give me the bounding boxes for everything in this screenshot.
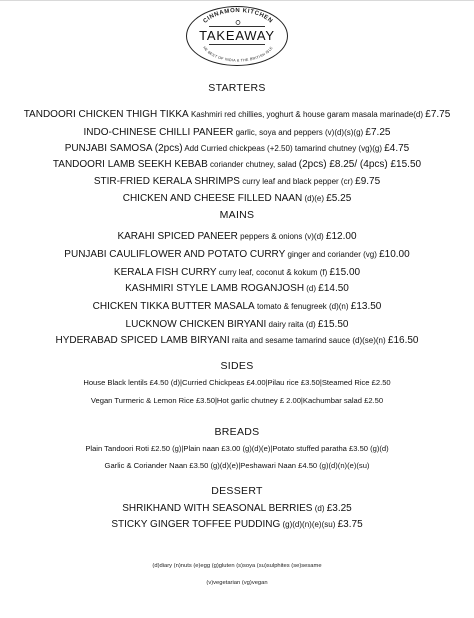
dish-name: STIR-FRIED KERALA SHRIMPS [93, 176, 240, 187]
dish-name: CHICKEN TIKKA BUTTER MASALA [92, 301, 255, 312]
menu-item [0, 188, 474, 206]
dish-description: ginger and coriander (vg) [285, 250, 380, 259]
dish-price: £16.50 [387, 335, 419, 346]
dish-description: tomato & fenugreek (d)(n) [254, 302, 351, 311]
breads-line: Garlic & Coriander Naan £3.50 (g)(d)(e)|Peshawari Naan £4.50 (g)(d)(n)(e)(su) [104, 461, 370, 470]
logo-emblem-icon [236, 21, 240, 25]
dish-price: (2pcs) £8.25/ (4pcs) £15.50 [298, 159, 422, 170]
menu-item [0, 154, 474, 172]
dish-name: CHICKEN AND CHEESE FILLED NAAN [122, 193, 303, 204]
dish-price: £14.50 [318, 283, 349, 294]
breads-line: Plain Tandoori Roti £2.50 (g)|Plain naan £3.00 (g)(d)(e)|Potato stuffed paratha £3.50 (g)(d) [85, 444, 389, 453]
dish-name: PUNJABI SAMOSA (2pcs) [64, 143, 183, 154]
dish-description: Kashmiri red chillies, yoghurt & house garam masala marinade(d) [188, 110, 426, 119]
dish-description: (d) [304, 284, 319, 293]
dish-name: TANDOORI CHICKEN THIGH TIKKA [23, 109, 189, 120]
dish-name: HYDERABAD SPICED LAMB BIRYANI [55, 335, 230, 346]
dish-price: £7.25 [365, 127, 391, 138]
menu-item [0, 226, 474, 244]
menu-item [0, 244, 474, 262]
logo-brand-text: CINNAMON KITCHEN [202, 7, 274, 25]
cinnamon-kitchen-logo [186, 6, 288, 66]
dish-name: KASHMIRI STYLE LAMB ROGANJOSH [125, 283, 305, 294]
menu-item [0, 296, 474, 314]
dish-description: dairy raita (d) [266, 320, 318, 329]
dish-name: INDO-CHINESE CHILLI PANEER [83, 127, 234, 138]
breads-heading: BREADS [214, 426, 260, 438]
dish-price: £15.50 [317, 319, 349, 330]
dish-price: £9.75 [355, 176, 381, 187]
dish-description: curry leaf and black pepper (cr) [239, 177, 356, 186]
top-divider [0, 0, 474, 1]
dish-price: £10.00 [379, 249, 410, 260]
menu-item [0, 278, 474, 296]
menu-item [0, 514, 474, 532]
sides-line: Vegan Turmeric & Lemon Rice £3.50|Hot garlic chutney £ 2.00|Kachumbar salad £2.50 [90, 396, 384, 405]
dish-description: (d)(e) [302, 194, 327, 203]
dish-name: TANDOORI LAMB SEEKH KEBAB [52, 159, 208, 170]
dish-name: KERALA FISH CURRY [113, 267, 217, 278]
dish-price: £3.25 [326, 503, 352, 514]
dish-description: raita and sesame tamarind sauce (d)(se)(n) [229, 336, 388, 345]
dish-description: coriander chutney, salad [207, 160, 299, 169]
dish-price: £12.00 [325, 231, 357, 242]
dish-name: KARAHI SPICED PANEER [117, 231, 238, 242]
dish-price: £7.75 [425, 109, 451, 120]
dish-price: £4.75 [384, 143, 410, 154]
dish-name: SHRIKHAND WITH SEASONAL BERRIES [122, 503, 313, 514]
logo-tagline-text: HE BEST OF INDIA & THE BRITISH ISLE [202, 45, 274, 63]
dish-description: curry leaf, coconut & kokum (f) [216, 268, 330, 277]
dessert-heading: DESSERT [211, 485, 263, 497]
logo-rule-top [209, 26, 265, 27]
logo-title: TAKEAWAY [199, 28, 275, 43]
starters-heading: STARTERS [208, 82, 266, 94]
dish-price: £15.00 [329, 267, 361, 278]
menu-item [0, 330, 474, 348]
dish-price: £5.25 [326, 193, 352, 204]
menu-item [0, 171, 474, 189]
sides-heading: SIDES [220, 360, 254, 372]
mains-heading: MAINS [219, 209, 255, 221]
dish-description: (d) [312, 504, 327, 513]
dish-price: £13.50 [350, 301, 382, 312]
allergen-legend: (d)diary (n)nuts (e)egg (g)gluten (s)soya (su)sulphites (se)sesame [152, 563, 322, 569]
menu-item [0, 104, 474, 122]
sides-line: House Black lentils £4.50 (d)|Curried Chickpeas £4.00|Pilau rice £3.50|Steamed Rice £2.50 [83, 378, 391, 387]
dish-name: PUNJABI CAULIFLOWER AND POTATO CURRY [64, 249, 286, 260]
dish-price: £3.75 [337, 519, 363, 530]
dish-description: (g)(d)(n)(e)(su) [280, 520, 338, 529]
diet-legend: (v)vegetarian (vg)vegan [206, 580, 268, 586]
dish-description: Add Curried chickpeas (+2.50) tamarind chutney (vg)(g) [182, 144, 385, 153]
dish-name: LUCKNOW CHICKEN BIRYANI [125, 319, 267, 330]
logo-rule-bottom [209, 44, 265, 45]
dish-name: STICKY GINGER TOFFEE PUDDING [111, 519, 281, 530]
dish-description: garlic, soya and peppers (v)(d)(s)(g) [233, 128, 366, 137]
dish-description: peppers & onions (v)(d) [237, 232, 326, 241]
